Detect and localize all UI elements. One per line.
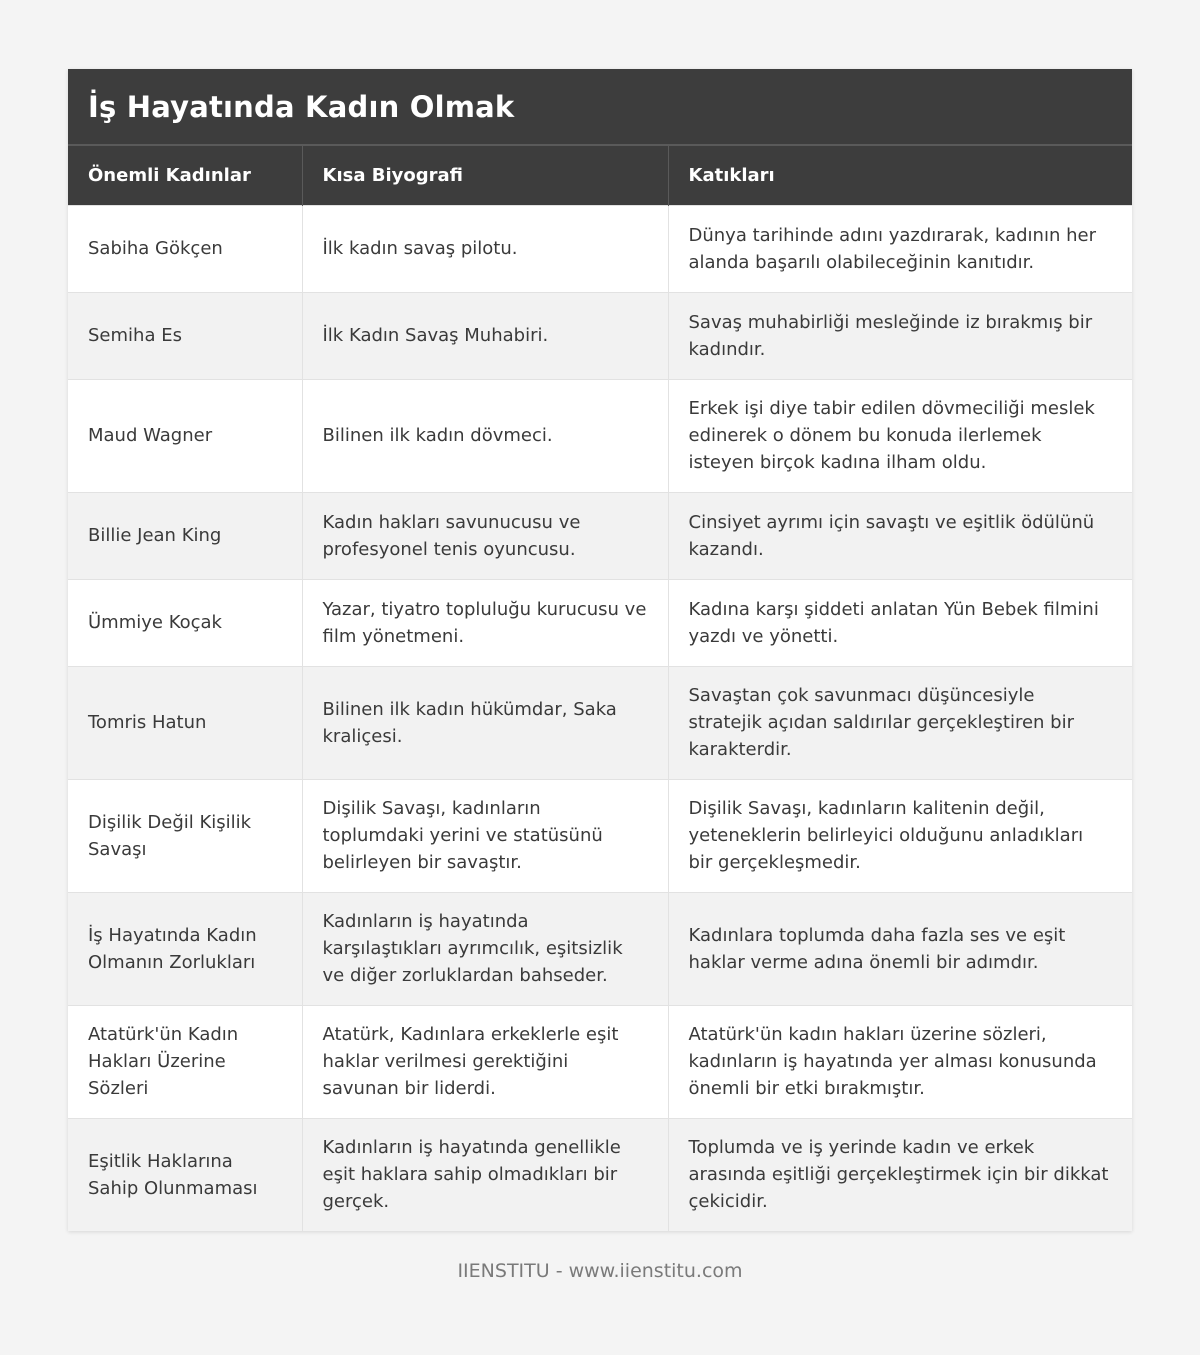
cell-name: Atatürk'ün Kadın Hakları Üzerine Sözleri: [68, 1005, 302, 1118]
cell-contribution: Toplumda ve iş yerinde kadın ve erkek arasında eşitliği gerçekleştirmek için bir dikkat çekicidir.: [668, 1118, 1132, 1231]
table-row: [68, 579, 1132, 666]
cell-bio: Bilinen ilk kadın dövmeci.: [302, 379, 668, 492]
cell-bio: Dişilik Savaşı, kadınların toplumdaki yerini ve statüsünü belirleyen bir savaştır.: [302, 779, 668, 892]
table-row: [68, 666, 1132, 779]
cell-bio: Kadın hakları savunucusu ve profesyonel tenis oyuncusu.: [302, 492, 668, 579]
table-card: [68, 69, 1132, 1231]
table-row: [68, 779, 1132, 892]
cell-bio: Yazar, tiyatro topluluğu kurucusu ve film yönetmeni.: [302, 579, 668, 666]
cell-contribution: Cinsiyet ayrımı için savaştı ve eşitlik ödülünü kazandı.: [668, 492, 1132, 579]
cell-name: Eşitlik Haklarına Sahip Olunmaması: [68, 1118, 302, 1231]
table-row: [68, 892, 1132, 1005]
cell-contribution: Savaştan çok savunmacı düşüncesiyle stratejik açıdan saldırılar gerçekleştiren bir karakterdir.: [668, 666, 1132, 779]
cell-name: Maud Wagner: [68, 379, 302, 492]
cell-name: Dişilik Değil Kişilik Savaşı: [68, 779, 302, 892]
cell-contribution: Atatürk'ün kadın hakları üzerine sözleri, kadınların iş hayatında yer alması konusunda önemli bir etki bırakmıştır.: [668, 1005, 1132, 1118]
table-row: [68, 205, 1132, 292]
cell-contribution: Erkek işi diye tabir edilen dövmeciliği meslek edinerek o dönem bu konuda ilerlemek isteyen birçok kadına ilham oldu.: [668, 379, 1132, 492]
column-header-contribution: Katıkları: [668, 145, 1132, 205]
table-row: [68, 492, 1132, 579]
cell-bio: Kadınların iş hayatında karşılaştıkları ayrımcılık, eşitsizlik ve diğer zorluklardan bahseder.: [302, 892, 668, 1005]
cell-contribution: Dişilik Savaşı, kadınların kalitenin değil, yeteneklerin belirleyici olduğunu anladıkları bir gerçekleşmedir.: [668, 779, 1132, 892]
column-header-bio: Kısa Biyografi: [302, 145, 668, 205]
cell-contribution: Savaş muhabirliği mesleğinde iz bırakmış bir kadındır.: [668, 292, 1132, 379]
cell-name: Billie Jean King: [68, 492, 302, 579]
title-bar: [68, 69, 1132, 144]
women-table: [68, 144, 1132, 1231]
cell-bio: Kadınların iş hayatında genellikle eşit haklara sahip olmadıkları bir gerçek.: [302, 1118, 668, 1231]
table-row: [68, 292, 1132, 379]
cell-bio: İlk kadın savaş pilotu.: [302, 205, 668, 292]
table-row: [68, 1118, 1132, 1231]
header-row: [68, 145, 1132, 205]
column-header-women: Önemli Kadınlar: [68, 145, 302, 205]
cell-name: İş Hayatında Kadın Olmanın Zorlukları: [68, 892, 302, 1005]
cell-name: Ümmiye Koçak: [68, 579, 302, 666]
cell-bio: Atatürk, Kadınlara erkeklerle eşit haklar verilmesi gerektiğini savunan bir liderdi.: [302, 1005, 668, 1118]
footer-credit: IIENSTITU - www.iienstitu.com: [457, 1260, 743, 1282]
table-row: [68, 1005, 1132, 1118]
cell-bio: Bilinen ilk kadın hükümdar, Saka kraliçesi.: [302, 666, 668, 779]
page-title: İş Hayatında Kadın Olmak: [88, 89, 515, 124]
table-row: [68, 379, 1132, 492]
cell-name: Semiha Es: [68, 292, 302, 379]
cell-contribution: Dünya tarihinde adını yazdırarak, kadının her alanda başarılı olabileceğinin kanıtıdır.: [668, 205, 1132, 292]
cell-name: Sabiha Gökçen: [68, 205, 302, 292]
cell-contribution: Kadınlara toplumda daha fazla ses ve eşit haklar verme adına önemli bir adımdır.: [668, 892, 1132, 1005]
cell-bio: İlk Kadın Savaş Muhabiri.: [302, 292, 668, 379]
cell-name: Tomris Hatun: [68, 666, 302, 779]
cell-contribution: Kadına karşı şiddeti anlatan Yün Bebek filmini yazdı ve yönetti.: [668, 579, 1132, 666]
